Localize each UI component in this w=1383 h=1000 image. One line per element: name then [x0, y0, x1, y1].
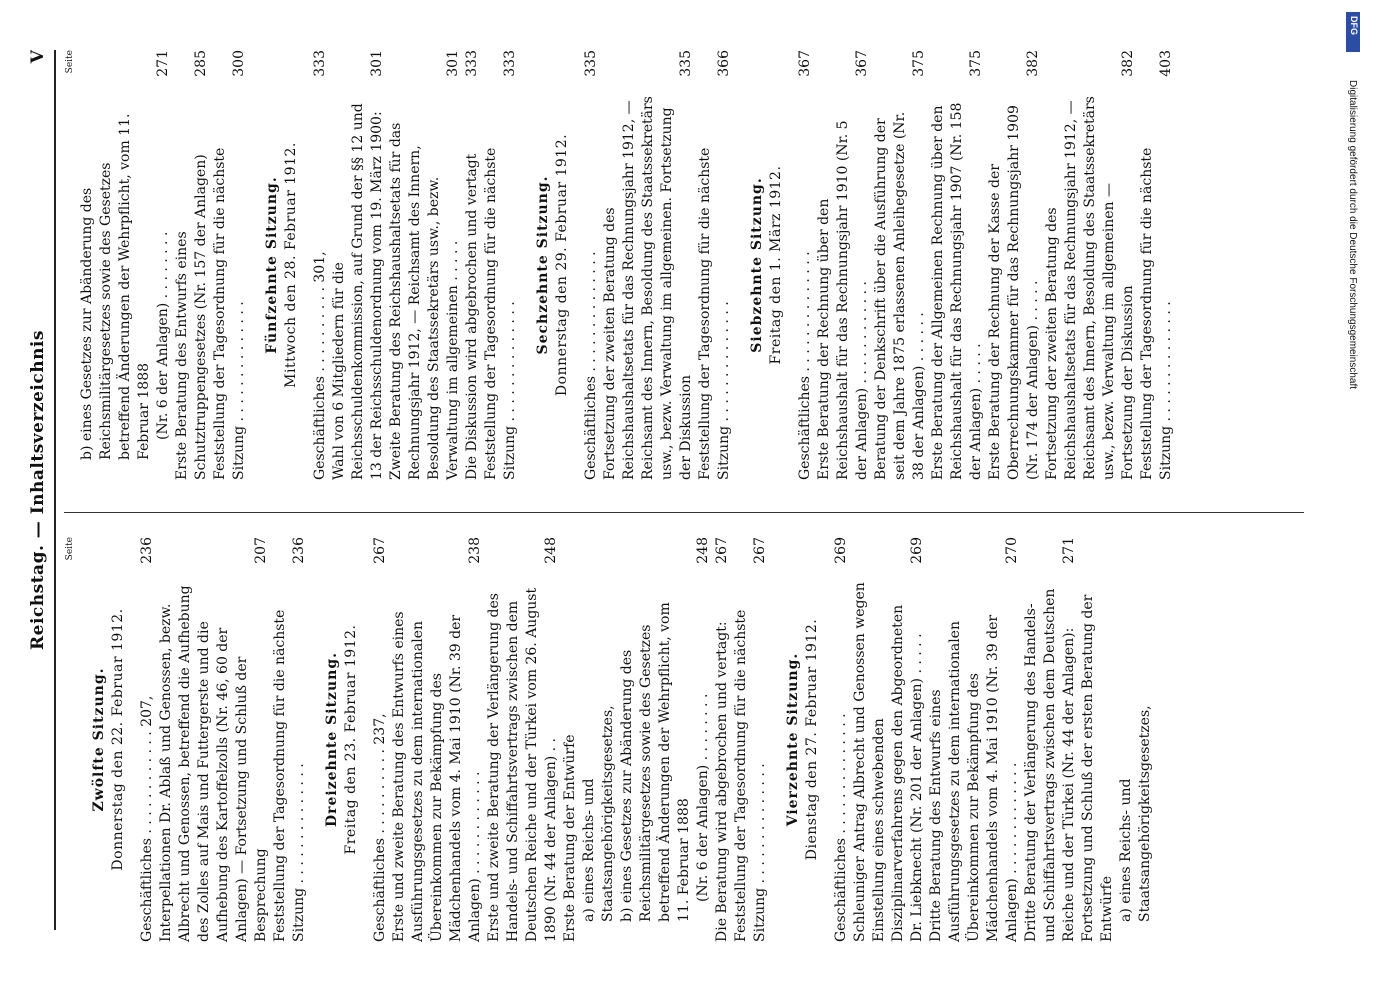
toc-entry-page: 335 — [678, 50, 694, 77]
session-date: Mittwoch den 28. Februar 1912. — [283, 142, 299, 388]
toc-entry — [1022, 537, 1079, 942]
right-column — [64, 50, 1304, 480]
toc-entry — [387, 50, 463, 480]
toc-entry — [872, 50, 929, 480]
toc-entry-page: 333 — [502, 50, 518, 77]
toc-entry — [815, 50, 872, 480]
toc-entry-page: 271 — [1061, 537, 1077, 564]
toc-entry — [694, 537, 713, 902]
toc-entry-text: b) eines Gesetzes zur Abänderung des Reichsmilitärgesetzes sowie des Gesetzes betreffend Änderungen der Wehrpflicht, vom 11. Februar 1888 — [79, 113, 152, 460]
toc-entry — [311, 50, 330, 480]
toc-entry-text: a) eines Reichs- und Staatsangehörigkeitsgesetzes, — [1118, 705, 1153, 922]
toc-entry-text: Erste und zweite Beratung der Verlängerung des Handels- und Schiffahrtsvertrags zwischen dem Deutschen Reiche und der Türkei vom 26. August 1890 (Nr. 44 der Anlagen) . . — [486, 587, 559, 942]
toc-entry — [732, 537, 770, 942]
toc-entry — [154, 50, 173, 440]
toc-entry — [851, 537, 927, 942]
toc-entry — [1043, 50, 1138, 480]
toc-entry-page: 236 — [139, 537, 155, 564]
seite-label: Seite — [65, 537, 75, 561]
session-title: Siebzehnte Sitzung. — [749, 177, 765, 353]
toc-entry-text: Geschäftliches . . . . . . . . . . . . . . — [797, 251, 813, 480]
toc-entry-page: 403 — [1158, 50, 1174, 77]
toc-entry — [371, 537, 390, 942]
toc-entry-page: 367 — [854, 50, 870, 77]
toc-entry-page: 382 — [1025, 50, 1041, 77]
toc-entry — [482, 50, 520, 480]
toc-entry — [173, 50, 211, 480]
dfg-credit-line: Digitalisierung gefördert durch die Deutsche Forschungsgemeinschaft — [1347, 80, 1358, 390]
toc-entry-text: Die Diskussion wird abgebrochen und vertagt — [464, 153, 480, 480]
dfg-logo — [1346, 12, 1360, 52]
toc-entry-page: 333 — [464, 50, 480, 77]
toc-entry-page: 248 — [695, 537, 711, 564]
toc-entry-text: Die Beratung wird abgebrochen und vertagt: — [714, 621, 730, 942]
page-numeral: V — [28, 50, 48, 64]
toc-entry — [330, 50, 387, 480]
toc-entry-text: Geschäftliches . . . . . . . . . . . . . . — [583, 251, 599, 480]
toc-entry-page: 267 — [752, 537, 768, 564]
session-date: Dienstag den 27. Februar 1912. — [804, 618, 820, 861]
running-head-title: Reichstag. — Inhaltsverzeichnis — [28, 330, 48, 650]
session-title: Zwölfte Sitzung. — [91, 667, 107, 812]
toc-entry-text: Geschäftliches . . . . . . . . . . 301, — [312, 251, 328, 480]
toc-entry-text: Fortsetzung der zweiten Beratung des Reichshaushaltsetats für das Rechnungsjahr 1912, — Reichsamt des Innern, Besoldung des Staatssekretärs usw., bezw. Verwaltung im allgemeinen — Fortsetzung der Diskussion — [1044, 96, 1136, 480]
toc-entry-page: 236 — [291, 537, 307, 564]
toc-entry-page: 271 — [155, 50, 171, 77]
toc-entry-text: Zweite Beratung des Reichshaushaltsetats für das Rechnungsjahr 1912, — Reichsamt des Innern, Besoldung des Staatssekretärs usw., bezw. Verwaltung im allgemeinen . . . . . — [388, 122, 461, 480]
toc-entry-text: Erste Beratung der Allgemeinen Rechnung über den Reichshaushalt für das Rechnungsjahr 1907 (Nr. 158 der Anlagen) . . . . . — [930, 102, 984, 480]
toc-entry-text: Erste Beratung der Rechnung der Kasse der Oberrechnungskammer für das Rechnungsjahr 1909 (Nr. 174 der Anlagen) . . . . . — [987, 105, 1041, 480]
toc-entry — [1138, 50, 1176, 480]
toc-entry — [796, 50, 815, 480]
toc-entry — [485, 537, 561, 942]
column-divider — [64, 512, 1304, 513]
session-date: Freitag den 1. März 1912. — [768, 165, 784, 365]
toc-entry — [138, 537, 157, 942]
toc-entry — [463, 50, 482, 480]
toc-entry-page: 333 — [312, 50, 328, 77]
session-title: Fünfzehnte Sitzung. — [264, 176, 280, 354]
session-title: Dreizehnte Sitzung. — [324, 651, 340, 828]
toc-entry-text: (Nr. 6 der Anlagen) . . . . . . . . — [155, 231, 171, 440]
toc-entry-text: Geschäftliches . . . . . . . . . . 237, — [372, 713, 388, 942]
toc-entry — [78, 50, 154, 460]
toc-entry — [927, 537, 1022, 942]
toc-entry-text: Feststellung der Tagesordnung für die nächste Sitzung . . . . . . . . . . . . . . — [483, 147, 518, 480]
toc-entry-text: Geschäftliches . . . . . . . . . . . . . . — [833, 713, 849, 942]
toc-entry-page: 238 — [467, 537, 483, 564]
toc-entry-page: 382 — [1120, 50, 1136, 77]
toc-entry — [1117, 537, 1155, 922]
toc-entry — [832, 537, 851, 942]
toc-entry-text: Feststellung der Tagesordnung für die nächste Sitzung . . . . . . . . . . . . . . — [733, 609, 768, 942]
toc-entry-text: b) eines Gesetzes zur Abänderung des Reichsmilitärgesetzes sowie des Gesetzes betreffend Änderungen der Wehrpflicht, vom 11. Februar 1888 — [619, 602, 692, 922]
toc-entry-text: Erste Beratung der Rechnung über den Reichshaushalt für das Rechnungsjahr 1910 (Nr. 5 der Anlagen) . . . . . . . . . . . . — [816, 120, 870, 480]
toc-entry-text: Dritte Beratung der Verlängerung des Handels- und Schiffahrtsvertrags zwischen dem Deutschen Reiche und der Türkei (Nr. 44 der Anlagen): — [1023, 588, 1077, 942]
toc-entry-page: 248 — [543, 537, 559, 564]
toc-entry-page: 269 — [833, 537, 849, 564]
toc-entry-page: 300 — [231, 50, 247, 77]
toc-entry-text: Dritte Beratung des Entwurfs eines Ausführungsgesetzes zu dem internationalen Übereinkommen zur Bekämpfung des Mädchenhandels vom 4. Mai 1910 (Nr. 39 der Anlagen) . . . . . . . . . . . . . — [928, 614, 1020, 942]
toc-entry-page: 301 — [445, 50, 461, 77]
toc-entry-page: 301 — [369, 50, 385, 77]
toc-entry — [582, 50, 601, 480]
toc-entry — [696, 50, 734, 480]
toc-entry-page: 335 — [583, 50, 599, 77]
session-date: Donnerstag den 22. Februar 1912. — [110, 608, 126, 871]
toc-entry-page: 375 — [968, 50, 984, 77]
seite-label: Seite — [65, 50, 75, 74]
toc-entry — [1079, 537, 1117, 942]
session-title: Vierzehnte Sitzung. — [785, 652, 801, 827]
session-date: Freitag den 23. Februar 1912. — [343, 624, 359, 855]
toc-entry-text: Feststellung der Tagesordnung für die nächste Sitzung . . . . . . . . . . . . . . — [212, 147, 247, 480]
toc-entry — [713, 537, 732, 942]
dfg-logo-text: DFG — [1349, 16, 1359, 35]
toc-entry-text: Fortsetzung und Schluß der ersten Beratung der Entwürfe — [1080, 594, 1115, 942]
toc-entry — [561, 537, 580, 942]
toc-entry-text: Erste Beratung des Entwurfs eines Schutztruppengesetzes (Nr. 157 der Anlagen) — [174, 154, 209, 480]
toc-entry-page: 285 — [193, 50, 209, 77]
toc-entry-text: (Nr. 6 der Anlagen) . . . . . . . . — [695, 693, 711, 902]
session-date: Donnerstag den 29. Februar 1912. — [554, 133, 570, 397]
session-title: Sechzehnte Sitzung. — [535, 175, 551, 355]
toc-entry-page: 267 — [372, 537, 388, 564]
toc-entry — [580, 537, 618, 922]
toc-entry-text: Feststellung der Tagesordnung für die nächste Sitzung . . . . . . . . . . . . . . — [697, 147, 732, 480]
running-head — [10, 50, 50, 930]
toc-entry-text: Feststellung der Tagesordnung für die nächste Sitzung . . . . . . . . . . . . . . — [272, 609, 307, 942]
toc-entry-page: 269 — [909, 537, 925, 564]
toc-entry-page: 375 — [911, 50, 927, 77]
toc-entry-text: Geschäftliches . . . . . . . . . . . . 207, — [139, 695, 155, 942]
left-column — [64, 537, 1304, 942]
toc-entry-text: Fortsetzung der zweiten Beratung des Reichshaushaltsetats für das Rechnungsjahr 1912, — Reichsamt des Innern, Besoldung des Staatssekretärs usw., bezw. Verwaltung im allgemeinen. Fortsetzung der Diskussion — [602, 96, 694, 480]
toc-entry-page: 270 — [1004, 537, 1020, 564]
toc-entry — [929, 50, 986, 480]
toc-entry-text: Wahl von 6 Mitgliedern für die Reichsschuldenkommission, auf Grund der §§ 12 und 13 der Reichsschuldenordnung vom 19. März 1900: — [331, 103, 385, 480]
toc-entry — [601, 50, 696, 480]
toc-entry — [211, 50, 249, 480]
toc-entry — [157, 537, 271, 942]
toc-entry-text: a) eines Reichs- und Staatsangehörigkeitsgesetzes, — [581, 705, 616, 922]
toc-entry-text: Feststellung der Tagesordnung für die nächste Sitzung . . . . . . . . . . . . . . — [1139, 147, 1174, 480]
toc-entry-text: Beratung der Denkschrift über die Ausführung der seit dem Jahre 1875 erlassenen Anleihegesetze (Nr. 38 der Anlagen) . . . . . . — [873, 111, 927, 480]
toc-entry — [986, 50, 1043, 480]
toc-entry-text: Interpellationen Dr. Ablaß und Genossen, bezw. Albrecht und Genossen, betreffend die Aufhebung des Zolles auf Mais und Futtergerste und die Aufhebung des Kartoffelzolls (Nr. 46, 60 der Anlagen) — Fortsetzung und Schluß der Besprechung — [158, 585, 269, 942]
toc-entry-text: Erste Beratung der Entwürfe — [562, 734, 578, 942]
toc-entry — [271, 537, 309, 942]
toc-entry-page: 207 — [253, 537, 269, 564]
toc-entry — [618, 537, 694, 922]
toc-entry-page: 267 — [714, 537, 730, 564]
toc-entry-text: Erste und zweite Beratung des Entwurfs eines Ausführungsgesetzes zu dem internationalen Übereinkommen zur Bekämpfung des Mädchenhandels vom 4. Mai 1910 (Nr. 39 der Anlagen) . . . . . . . . . . . . — [391, 611, 483, 942]
toc-entry — [390, 537, 485, 942]
toc-entry-page: 366 — [716, 50, 732, 77]
toc-entry-page: 367 — [797, 50, 813, 77]
toc-entry-text: Schleuniger Antrag Albrecht und Genossen wegen Einstellung eines schwebenden Disziplinarverfahrens gegen den Abgeordneten Dr. Liebknecht (Nr. 201 der Anlagen) . . . . . — [852, 582, 925, 942]
header-rule — [54, 50, 56, 930]
